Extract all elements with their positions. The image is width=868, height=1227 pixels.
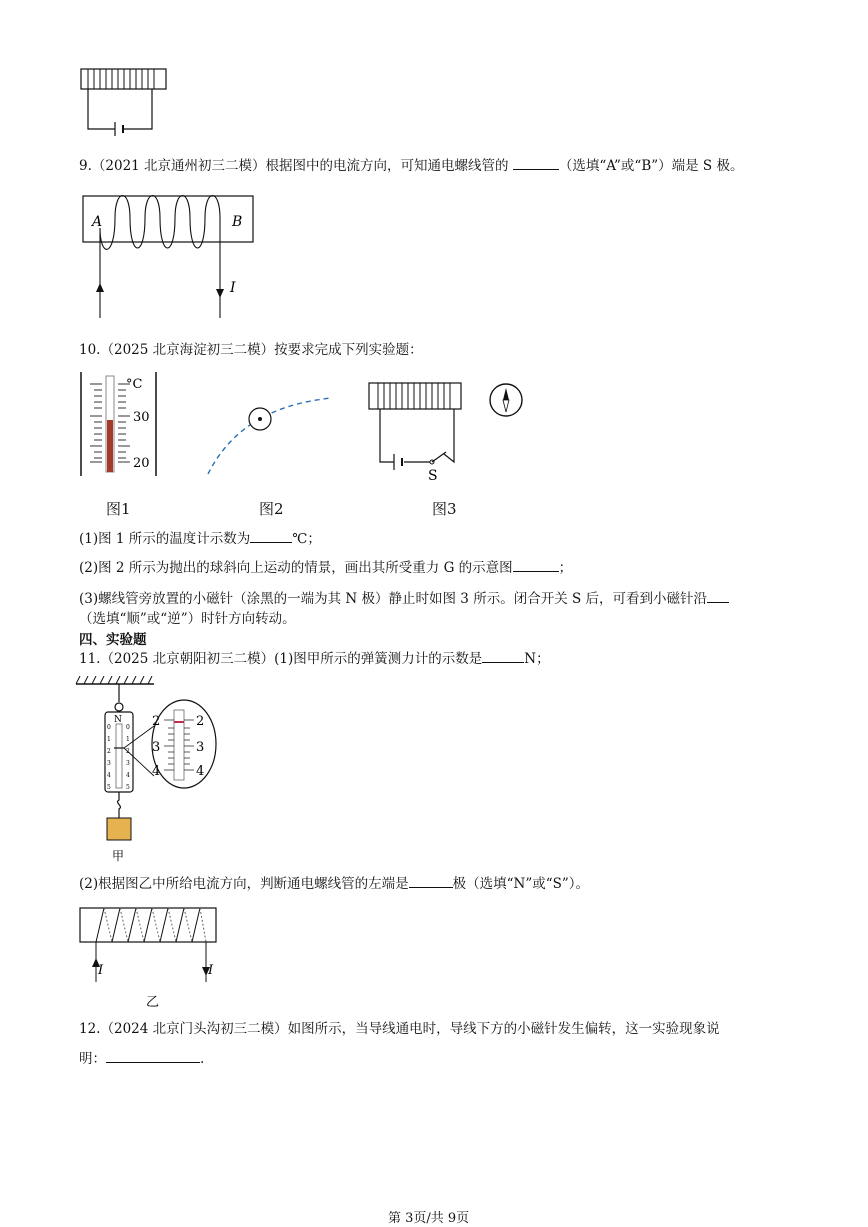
unit-label: N: [114, 715, 122, 725]
question-10-part-1: [79, 528, 321, 549]
zoom-tick: 3: [196, 740, 205, 755]
subquestion-text: 极（选填“N”或“S”）。: [452, 876, 590, 892]
fig3-label: 图3: [432, 500, 457, 518]
end-label-b: B: [232, 214, 243, 230]
zoom-tick: 2: [196, 714, 205, 729]
question-text: 明：: [79, 1051, 106, 1067]
scale-tick: 0: [126, 724, 130, 731]
fig-yi-label: 乙: [146, 995, 160, 1010]
thermometer-tick-20: 20: [133, 456, 150, 471]
scale-tick: 4: [107, 772, 111, 779]
scale-tick: 0: [107, 724, 111, 731]
subquestion-text: (2)图 2 所示为抛出的球斜向上运动的情景，画出其所受重力 G 的示意图: [79, 560, 513, 576]
current-label: I: [230, 280, 236, 296]
question-source: （2021 北京通州初三二模）: [91, 158, 266, 174]
question-10-part-2: [79, 557, 572, 578]
scale-tick: 2: [126, 748, 130, 755]
answer-blank[interactable]: [707, 588, 729, 603]
answer-blank[interactable]: [409, 873, 453, 888]
thermometer-figure: [78, 370, 163, 480]
scale-tick: 4: [126, 772, 130, 779]
question-10-part-3-line-2: （选填“顺”或“逆”）时针方向转动。: [79, 611, 296, 627]
q11-solenoid-figure: [78, 902, 223, 1010]
scale-tick: 3: [126, 760, 130, 767]
question-number: 11.: [79, 651, 101, 667]
end-label-a: A: [92, 214, 103, 230]
fig2-label: 图2: [259, 500, 284, 518]
answer-blank[interactable]: [513, 155, 559, 170]
answer-blank[interactable]: [106, 1048, 200, 1063]
zoom-tick: 2: [152, 714, 161, 729]
scale-tick: 2: [107, 748, 111, 755]
answer-blank[interactable]: [482, 648, 524, 663]
solenoid-switch-figure: [366, 378, 536, 488]
current-label: I: [98, 963, 104, 978]
top-solenoid-figure: [78, 64, 173, 144]
scale-tick: 5: [107, 784, 111, 791]
q9-solenoid-figure: [80, 188, 265, 328]
question-text: （选填“A”或“B”）端是 S 极。: [558, 158, 744, 174]
question-text: .: [200, 1051, 205, 1067]
compass-needle: [490, 384, 522, 416]
subquestion-text: N；: [524, 651, 550, 667]
subquestion-text: (3)螺线管旁放置的小磁针（涂黑的一端为其 N 极）静止时如图 3 所示。闭合开关 S 后，可看到小磁针沿: [79, 591, 708, 607]
fig-jia-label: 甲: [112, 849, 125, 863]
subquestion-text: (1)图甲所示的弹簧测力计的示数是: [274, 651, 483, 667]
zoom-tick: 4: [152, 764, 161, 779]
answer-blank[interactable]: [250, 528, 292, 543]
scale-tick: 1: [126, 736, 130, 743]
question-12-line-2: [79, 1048, 204, 1069]
page-footer: 第 3页/共 9页: [388, 1211, 470, 1226]
question-text: 如图所示，当导线通电时，导线下方的小磁针发生偏转，这一实验现象说: [287, 1021, 720, 1037]
scale-tick: 5: [126, 784, 130, 791]
question-source: （2025 北京朝阳初三二模）: [100, 651, 275, 667]
thermometer-unit: °C: [126, 377, 143, 392]
section-title: 四、实验题: [79, 632, 147, 648]
question-text: 根据图中的电流方向，可知通电螺线管的: [265, 158, 509, 174]
question-11: [79, 648, 550, 669]
current-label: I: [208, 963, 214, 978]
spring-scale-figure: [74, 676, 224, 866]
subquestion-text: (1)图 1 所示的温度计示数为: [79, 531, 251, 547]
scale-tick: 3: [107, 760, 111, 767]
zoom-tick: 3: [152, 740, 161, 755]
question-10-part-3: [79, 588, 729, 609]
answer-blank[interactable]: [513, 557, 559, 572]
scale-tick: 1: [107, 736, 111, 743]
question-11-part-2: [79, 873, 589, 894]
zoom-tick: 4: [196, 764, 205, 779]
thermometer-tick-30: 30: [133, 410, 150, 425]
question-10: [79, 340, 423, 360]
question-12: [79, 1019, 720, 1039]
fig1-label: 图1: [106, 500, 131, 518]
ball-trajectory-figure: [200, 390, 340, 480]
subquestion-text: ；: [558, 560, 573, 576]
switch-label: S: [428, 468, 438, 484]
subquestion-text: (2)根据图乙中所给电流方向，判断通电螺线管的左端是: [79, 876, 409, 892]
question-source: （2024 北京门头沟初三二模）: [100, 1021, 288, 1037]
question-number: 12.: [79, 1021, 101, 1037]
question-source: （2025 北京海淀初三二模）: [100, 342, 275, 358]
question-number: 9.: [79, 158, 92, 174]
question-9: [79, 155, 743, 176]
question-number: 10.: [79, 342, 101, 358]
subquestion-text: ℃；: [292, 531, 321, 547]
question-text: 按要求完成下列实验题：: [274, 342, 423, 358]
